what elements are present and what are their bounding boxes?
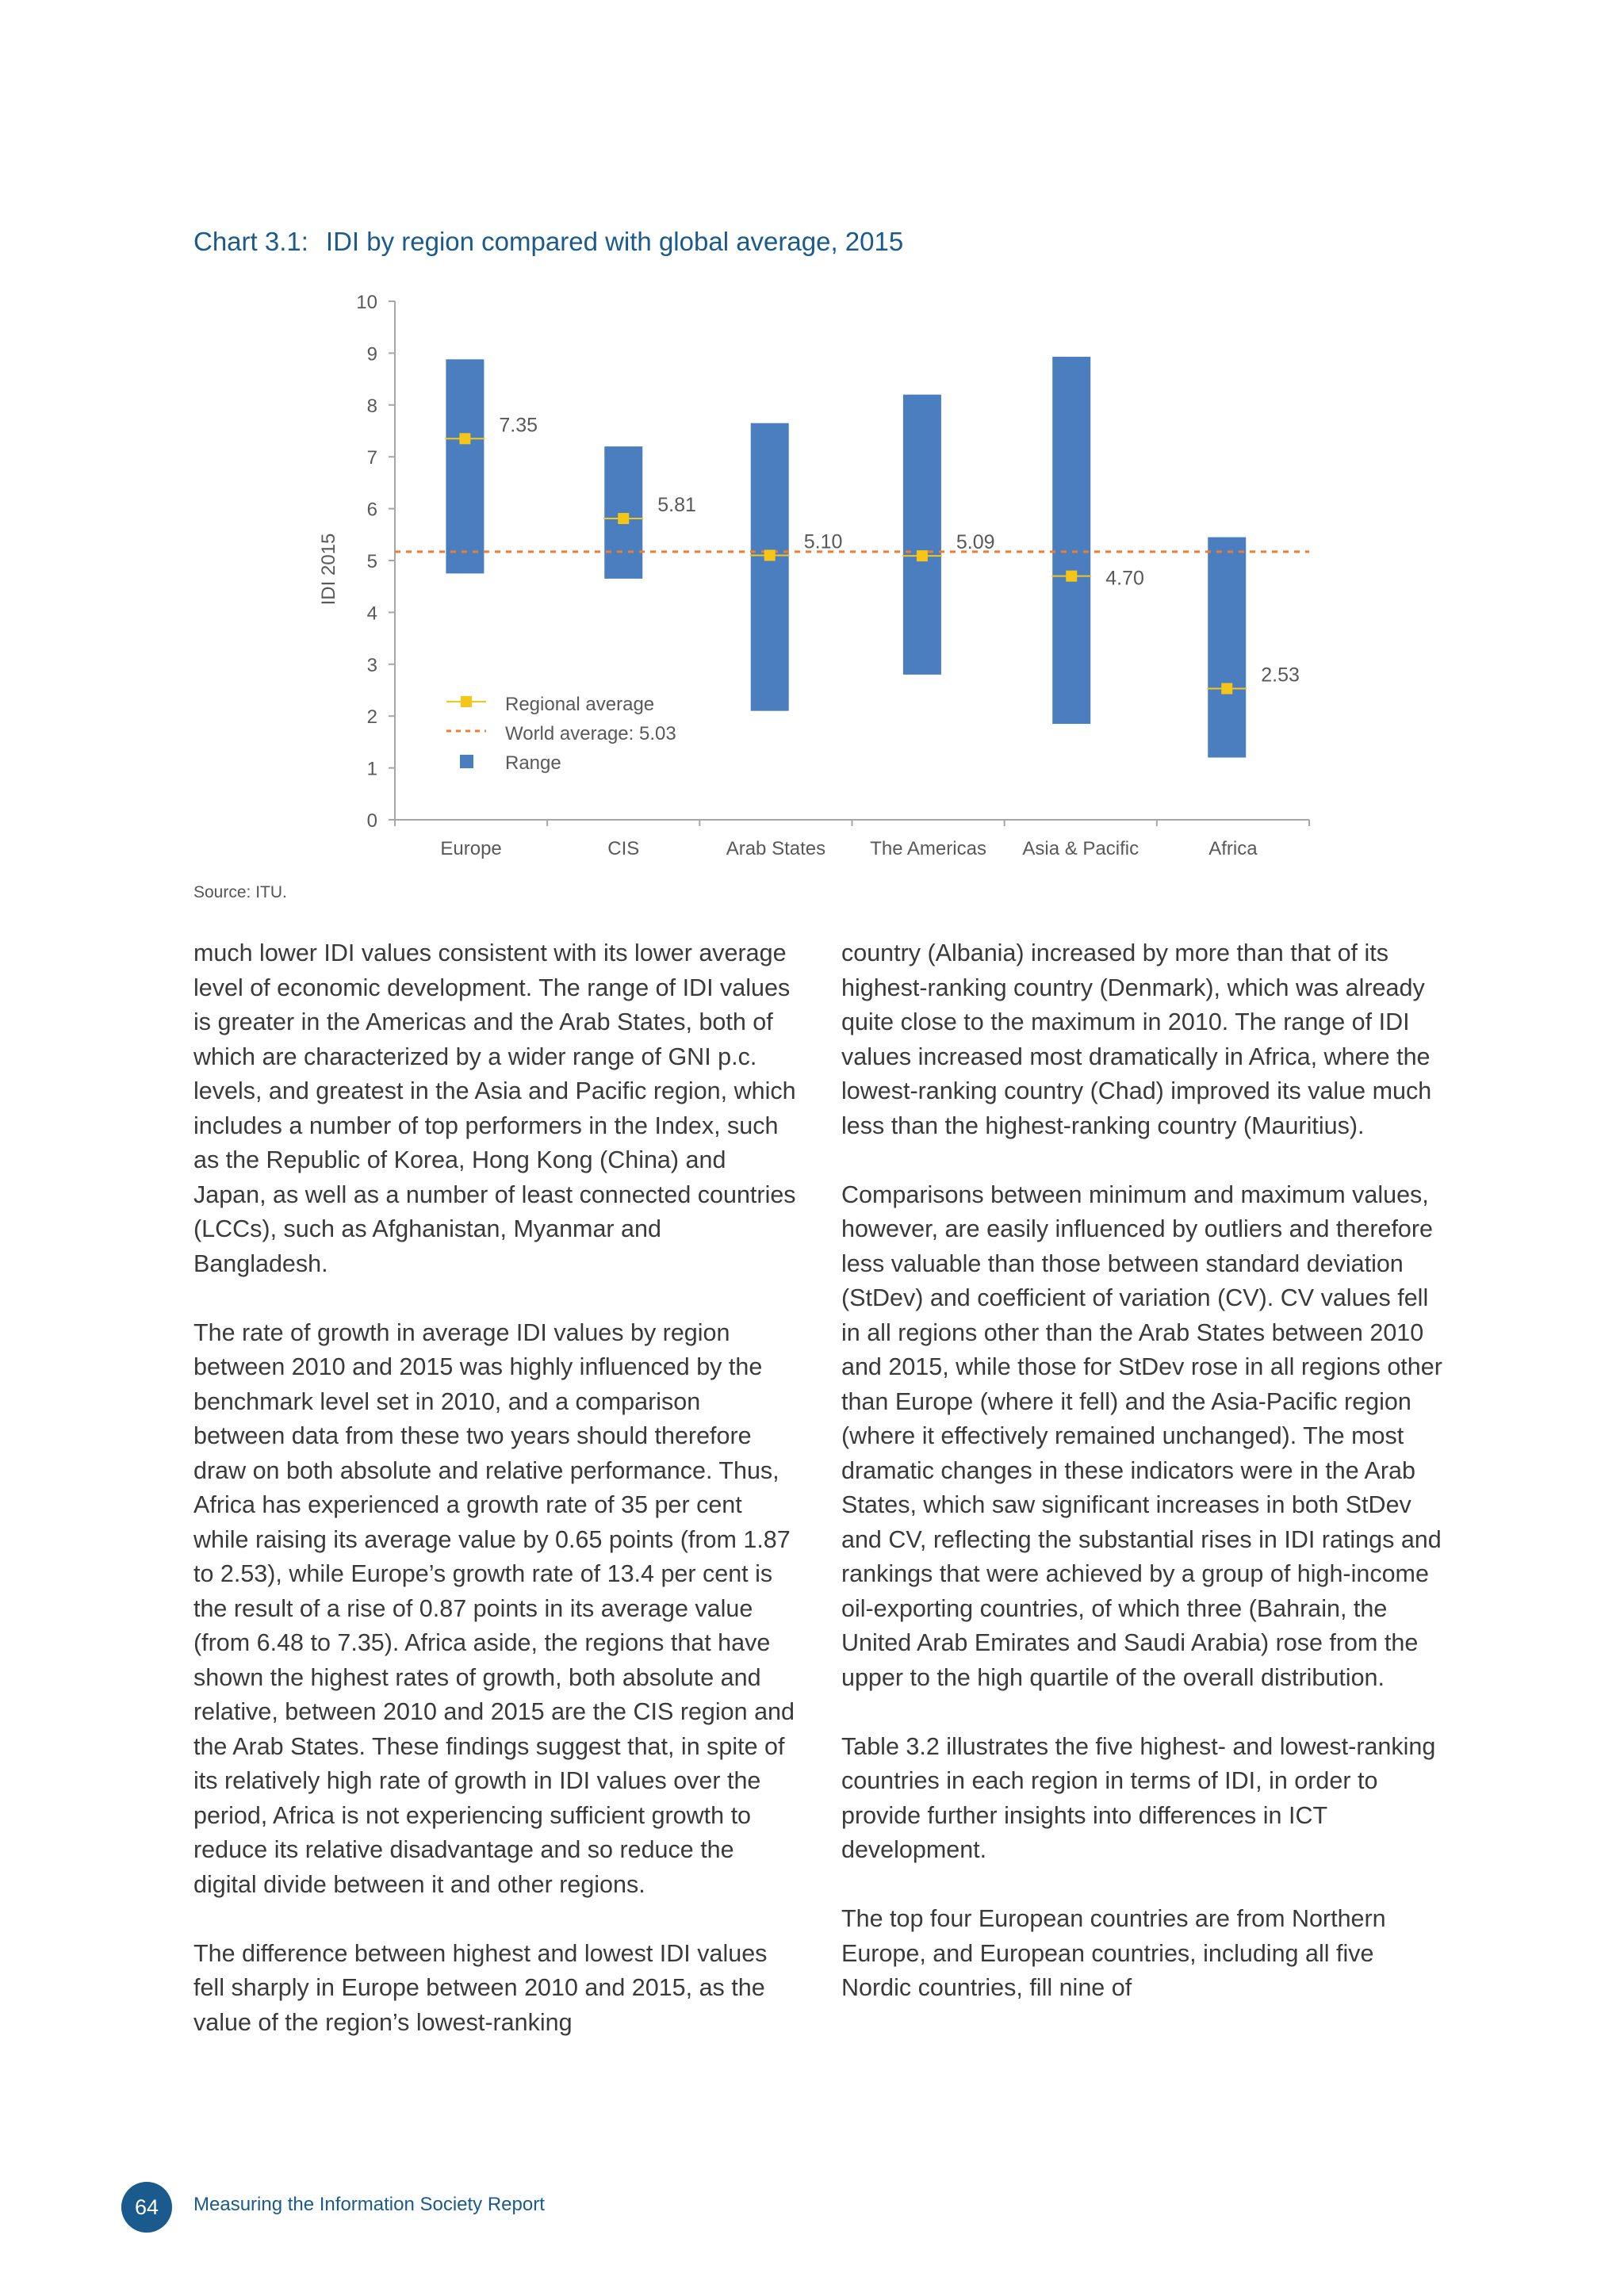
range-bar-cis [604,446,642,579]
x-tick-label: Arab States [726,838,826,859]
chart-number: Chart 3.1: [193,227,308,256]
y-tick-label: 1 [366,758,377,780]
regional-average-marker [764,549,776,561]
y-tick-label: 2 [366,706,377,729]
left-column [193,936,796,2075]
data-label: 5.81 [657,494,696,517]
footer-report-title: Measuring the Information Society Report [193,2194,545,2215]
paragraph: Comparisons between minimum and maximum values, however, are easily influenced by outliers and therefore less valuable than those between standard deviation (StDev) and coefficient of variation (CV). CV values fell in all regions other than the Arab States between 2010 and 2015, while those for StDev rose in all regions other than Europe (where it fell) and the Asia-Pacific region (where it effectively remained unchanged). The most dramatic changes in these indicators were in the Arab States, which saw significant increases in both StDev and CV, reflecting the substantial rises in IDI ratings and rankings that were achieved by a group of high-income oil-exporting countries, of which three (Bahrain, the United Arab Emirates and Saudi Arabia) rose from the upper to the high quartile of the overall distribution. [841,1181,1442,1691]
y-tick-label: 4 [366,603,377,625]
data-label: 7.35 [499,414,538,437]
right-column [841,936,1444,2040]
idi-region-chart [0,0,1624,888]
y-tick-label: 0 [366,810,377,832]
legend-range-marker [460,755,473,768]
x-tick-label: Asia & Pacific [1022,838,1139,859]
chart-source: Source: ITU. [193,883,287,901]
regional-average-marker [917,550,928,561]
x-tick-label: Africa [1208,838,1258,859]
regional-average-marker [1221,683,1232,695]
paragraph: The top four European countries are from Northern Europe, and European countries, including all five Nordic countries, fill nine of [841,1905,1386,2001]
range-bar-europe [446,359,484,573]
page-number: 64 [121,2182,172,2233]
paragraph: The rate of growth in average IDI values by region between 2010 and 2015 was highly influenced by the benchmark level set in 2010, and a comparison between data from these two years should therefore draw on both absolute and relative performance. Thus, Africa has experienced a growth rate of 35 per cent while raising its average value by 0.65 points (from 1.87 to 2.53), while Europe’s growth rate of 13.4 per cent is the result of a rise of 0.87 points in its average value (from 6.48 to 7.35). Africa aside, the regions that have shown the highest rates of growth, both absolute and relative, between 2010 and 2015 are the CIS region and the Arab States. These findings suggest that, in spite of its relatively high rate of growth in IDI values over the period, Africa is not experiencing sufficient growth to reduce its relative disadvantage and so reduce the digital divide between it and other regions. [193,1318,795,1898]
legend-range-label: Range [505,752,561,774]
range-bar-asia-pacific [1052,357,1090,724]
x-tick-label: Europe [440,838,502,859]
y-tick-label: 6 [366,499,377,521]
legend-regional-average-label: Regional average [505,694,655,715]
range-bar-the-americas [903,395,941,675]
y-tick-label: 3 [366,654,377,676]
y-tick-label: 7 [366,447,377,469]
data-label: 4.70 [1105,567,1144,590]
range-bar-africa [1208,538,1246,758]
y-axis-label: IDI 2015 [318,533,339,606]
data-label: 5.09 [956,531,995,554]
y-tick-label: 9 [366,343,377,365]
range-bar-arab-states [751,423,789,711]
paragraph: The difference between highest and lowest IDI values fell sharply in Europe between 2010 and 2015, as the value of the region’s lowest-ranking [193,1939,768,2036]
regional-average-marker [1066,571,1077,582]
chart-title-text: IDI by region compared with global average, 2015 [325,227,904,256]
paragraph: much lower IDI values consistent with its lower average level of economic development. The range of IDI values is greater in the Americas and the Arab States, both of which are characterized by a wider range of GNI p.c. levels, and greatest in the Asia and Pacific region, which includes a number of top performers in the Index, such as the Republic of Korea, Hong Kong (China) and Japan, as well as a number of least connected countries (LCCs), such as Afghanistan, Myanmar and Bangladesh. [193,939,796,1277]
x-tick-label: CIS [607,838,640,859]
paragraph: country (Albania) increased by more than that of its highest-ranking country (Denmark), which was already quite close to the maximum in 2010. The range of IDI values increased most dramatically in Africa, where the lowest-ranking country (Chad) improved its value much less than the highest-ranking country (Mauritius). [841,939,1432,1139]
y-tick-label: 5 [366,551,377,572]
legend-regional-average-marker [461,696,472,707]
data-label: 2.53 [1261,664,1300,687]
y-tick-label: 8 [366,395,377,417]
regional-average-marker [618,513,629,524]
x-tick-label: The Americas [870,838,986,859]
y-tick-label: 10 [356,292,377,313]
regional-average-marker [459,433,470,444]
data-label: 5.10 [803,530,843,553]
paragraph: Table 3.2 illustrates the five highest- and lowest-ranking countries in each region in terms of IDI, in order to provide further insights into differences in ICT development. [841,1732,1436,1863]
legend-world-average-label: World average: 5.03 [505,723,676,744]
